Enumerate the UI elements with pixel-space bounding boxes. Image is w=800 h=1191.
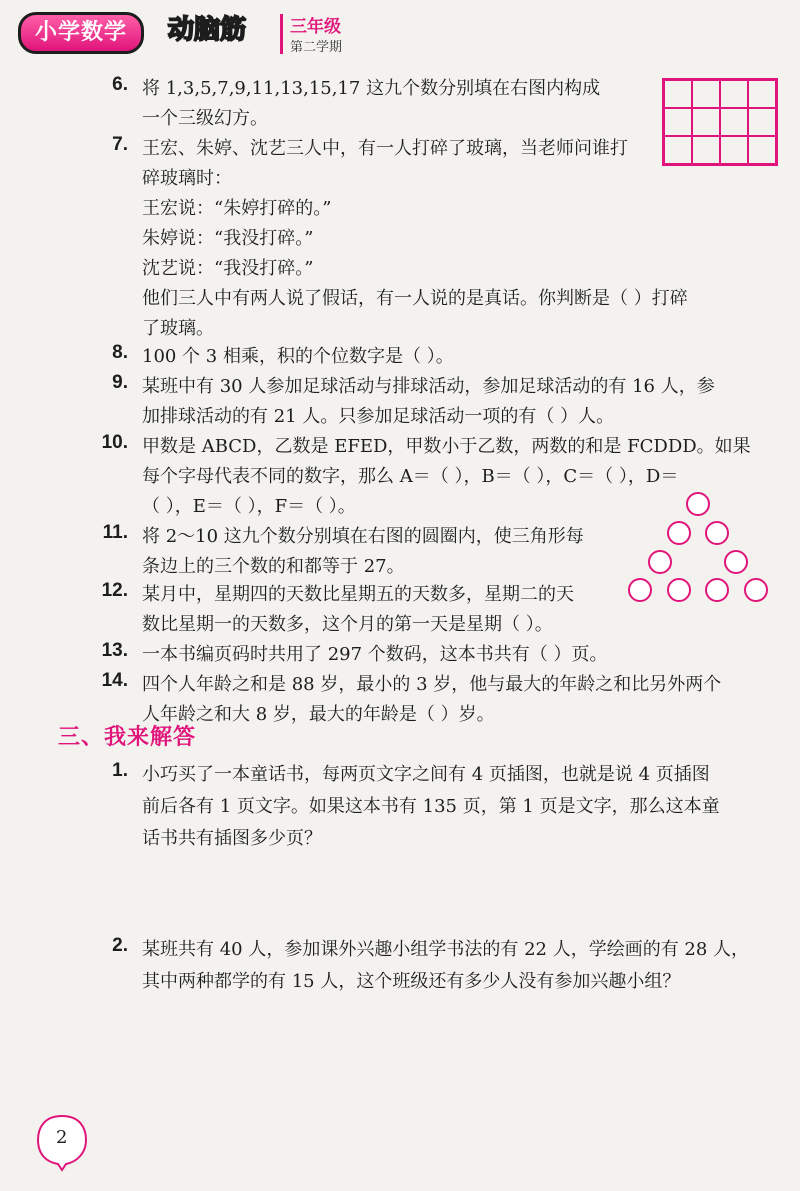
question-text: 一本书编页码时共用了 297 个数码，这本书共有（ ）页。	[142, 644, 608, 665]
question-text: 他们三人中有两人说了假话，有一人说的是真话。你判断是（ ）打碎	[142, 288, 688, 309]
question-text: 甲数是 ABCD，乙数是 EFED，甲数小于乙数，两数的和是 FCDDD。如果	[142, 436, 751, 457]
question-number: 10.	[101, 432, 128, 453]
question-number: 12.	[101, 580, 128, 601]
question-text: 将 2～10 这九个数分别填在右图的圆圈内，使三角形每	[142, 526, 584, 547]
question-text: 每个字母代表不同的数字，那么 A＝（ ），B＝（ ），C＝（ ），D＝	[142, 466, 679, 487]
problem-text: 其中两种都学的有 15 人，这个班级还有多少人没有参加兴趣小组？	[142, 971, 681, 992]
problem-text: 小巧买了一本童话书，每两页文字之间有 4 页插图，也就是说 4 页插图	[142, 764, 710, 785]
question-text: 王宏说：“朱婷打碎的。”	[142, 198, 332, 219]
header-divider	[280, 14, 283, 54]
question-text: 某月中，星期四的天数比星期五的天数多，星期二的天	[142, 584, 574, 605]
question-text: 某班中有 30 人参加足球活动与排球活动，参加足球活动的有 16 人，参	[142, 376, 715, 397]
grade-label: 三年级	[290, 17, 341, 37]
brand-logo: 小学数学	[18, 12, 144, 54]
page-header	[18, 6, 358, 56]
problem-text: 话书共有插图多少页？	[142, 828, 322, 849]
problem-number: 2.	[112, 935, 128, 956]
question-text: 碎玻璃时：	[142, 168, 232, 189]
question-text: 王宏、朱婷、沈艺三人中，有一人打碎了玻璃，当老师问谁打	[142, 138, 628, 159]
question-text: 条边上的三个数的和都等于 27。	[142, 556, 405, 577]
question-number: 7.	[112, 134, 128, 155]
question-text: 将 1,3,5,7,9,11,13,15,17 这九个数分别填在右图内构成	[142, 78, 601, 99]
question-text: （ ），E＝（ ），F＝（ ）。	[142, 496, 356, 517]
page-number: 2	[56, 1127, 68, 1148]
problem-text: 某班共有 40 人，参加课外兴趣小组学书法的有 22 人，学绘画的有 28 人，	[142, 939, 750, 960]
question-text: 四个人年龄之和是 88 岁，最小的 3 岁，他与最大的年龄之和比另外两个	[142, 674, 722, 695]
question-number: 8.	[112, 342, 128, 363]
question-text: 人年龄之和大 8 岁，最大的年龄是（ ）岁。	[142, 704, 495, 725]
question-number: 6.	[112, 74, 128, 95]
term-label: 第二学期	[290, 40, 343, 55]
question-number: 11.	[102, 522, 128, 543]
question-text: 加排球活动的有 21 人。只参加足球活动一项的有（ ）人。	[142, 406, 615, 427]
question-text: 100 个 3 相乘，积的个位数字是（ ）。	[142, 346, 454, 367]
section-title: 三、我来解答	[58, 725, 197, 750]
question-number: 13.	[101, 640, 128, 661]
series-logo: 动脑筋	[168, 15, 247, 45]
question-text: 沈艺说：“我没打碎。”	[142, 258, 314, 279]
question-text: 朱婷说：“我没打碎。”	[142, 228, 314, 249]
problem-text: 前后各有 1 页文字。如果这本书有 135 页，第 1 页是文字，那么这本童	[142, 796, 720, 817]
question-number: 14.	[101, 670, 128, 691]
question-text: 一个三级幻方。	[142, 108, 268, 129]
question-text: 数比星期一的天数多，这个月的第一天是星期（ ）。	[142, 614, 553, 635]
triangle-circles-diagram	[618, 490, 778, 610]
magic-square-grid	[662, 78, 778, 166]
question-number: 9.	[112, 372, 128, 393]
question-text: 了玻璃。	[142, 318, 214, 339]
problem-number: 1.	[112, 760, 128, 781]
